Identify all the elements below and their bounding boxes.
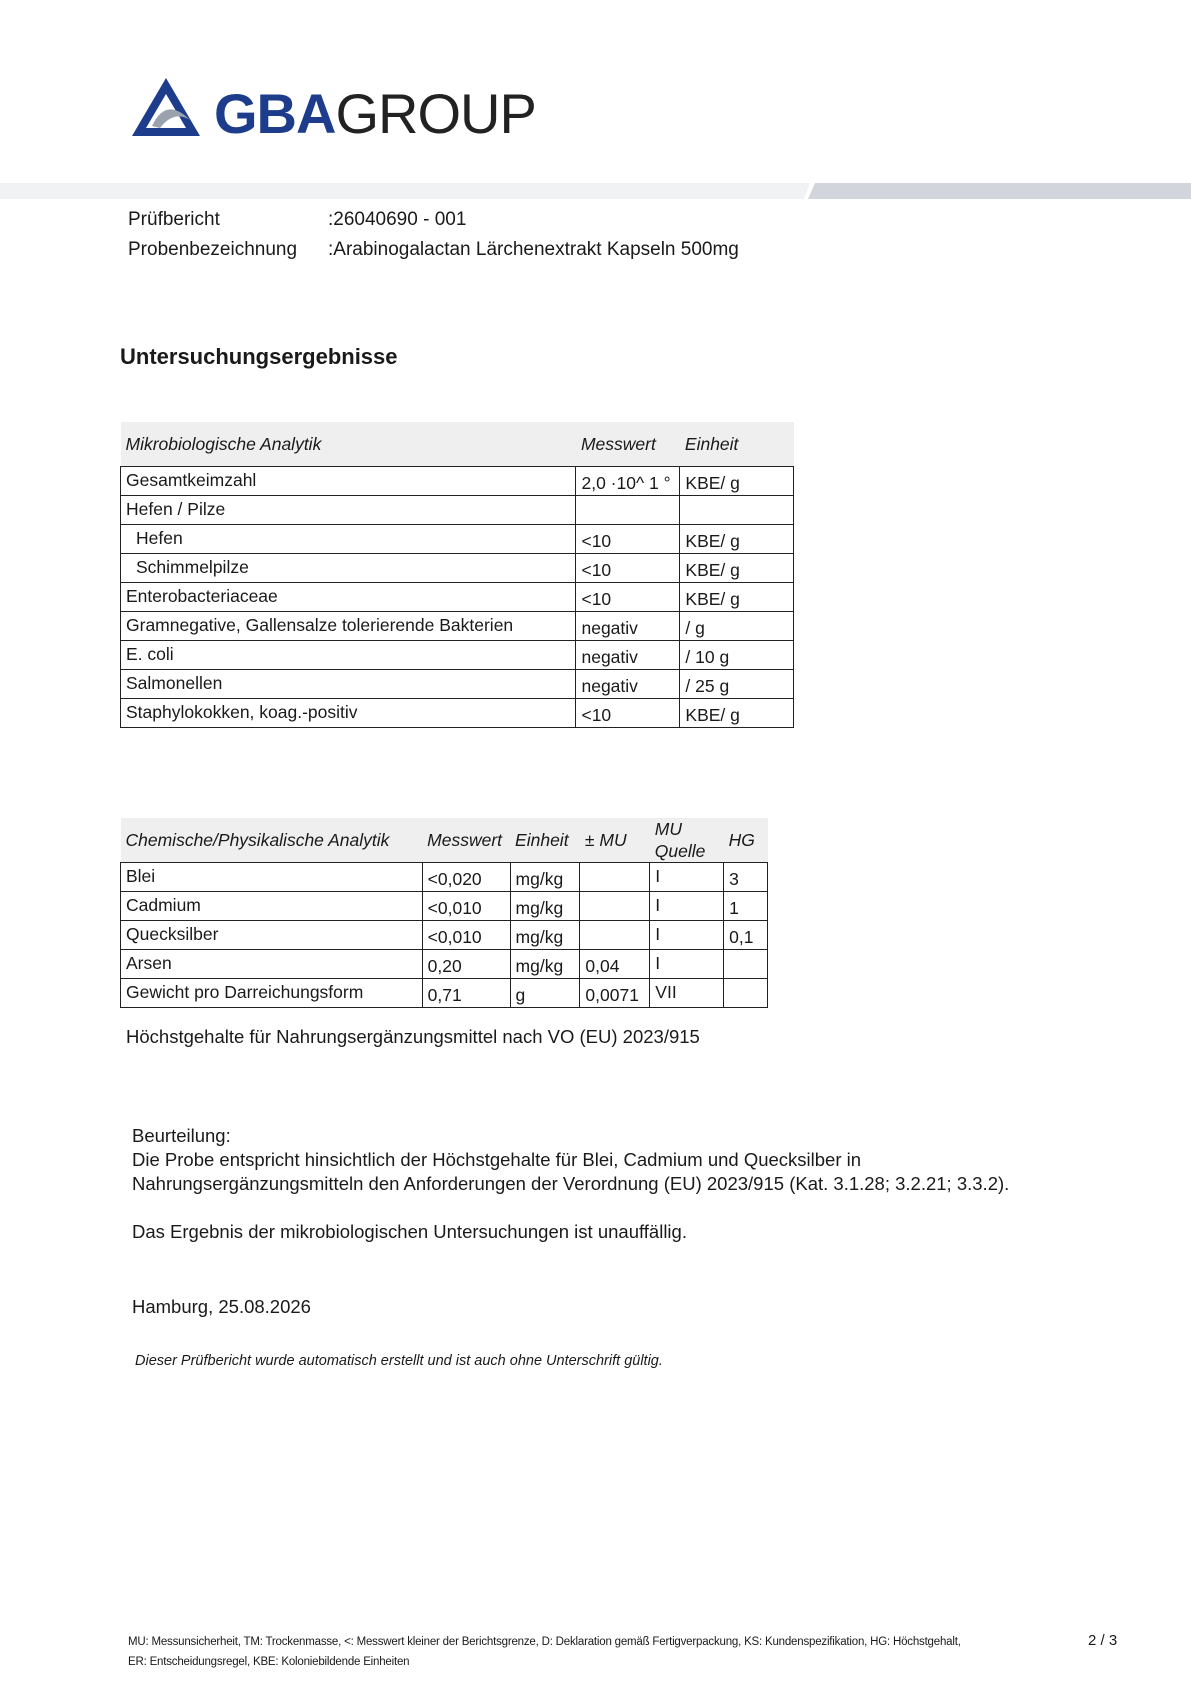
chem-value: 0,71 xyxy=(422,979,510,1008)
micro-unit xyxy=(680,496,794,525)
chem-unit: mg/kg xyxy=(510,921,580,950)
micro-unit: / 10 g xyxy=(680,641,794,670)
table-row xyxy=(121,979,768,1008)
chem-value: 0,20 xyxy=(422,950,510,979)
micro-table xyxy=(120,422,794,728)
chem-hg xyxy=(724,950,768,979)
auto-generated-note: Dieser Prüfbericht wurde automatisch erstellt und ist auch ohne Unterschrift gültig. xyxy=(135,1353,663,1369)
table-row xyxy=(121,612,794,641)
chem-value: <0,010 xyxy=(422,921,510,950)
micro-name: Gesamtkeimzahl xyxy=(121,467,576,496)
abbreviation-legend-line-1: MU: Messunsicherheit, TM: Trockenmasse, <: Messwert kleiner der Berichtsgrenze, D: Deklaration gemäß Fertigverpackung, KS: Kundenspezifikation, HG: Höchstgehalt, xyxy=(128,1636,961,1648)
table-row xyxy=(121,950,768,979)
chem-name: Blei xyxy=(121,863,423,892)
micro-value: negativ xyxy=(576,612,680,641)
micro-header-name: Mikrobiologische Analytik xyxy=(121,422,576,467)
micro-unit: KBE/ g xyxy=(680,525,794,554)
table-row xyxy=(121,892,768,921)
chem-mu-source: I xyxy=(650,950,724,979)
report-number-value: :26040690 - 001 xyxy=(328,209,467,230)
table-row xyxy=(121,554,794,583)
chem-unit: mg/kg xyxy=(510,863,580,892)
sample-name-value: :Arabinogalactan Lärchenextrakt Kapseln 500mg xyxy=(328,239,739,260)
micro-result-text: Das Ergebnis der mikrobiologischen Untersuchungen ist unauffällig. xyxy=(132,1221,687,1242)
chem-name: Gewicht pro Darreichungsform xyxy=(121,979,423,1008)
table-row xyxy=(121,921,768,950)
micro-unit: KBE/ g xyxy=(680,554,794,583)
table-row xyxy=(121,467,794,496)
chem-header-row xyxy=(121,818,768,863)
chem-mu-source: I xyxy=(650,921,724,950)
micro-unit: KBE/ g xyxy=(680,467,794,496)
chem-unit: g xyxy=(510,979,580,1008)
micro-value: 2,0 ·10^ 1 ° xyxy=(576,467,680,496)
sample-name-label: Probenbezeichnung xyxy=(128,239,298,260)
logo-brand-light: GROUP xyxy=(335,82,536,145)
chem-mu: 0,04 xyxy=(580,950,650,979)
table-row xyxy=(121,496,794,525)
chem-mu-source: I xyxy=(650,892,724,921)
chem-mu xyxy=(580,921,650,950)
assessment-line-2: Nahrungsergänzungsmitteln den Anforderungen der Verordnung (EU) 2023/915 (Kat. 3.1.28; 3.2.21; 3.3.2). xyxy=(132,1173,1010,1194)
chem-unit: mg/kg xyxy=(510,950,580,979)
micro-unit: KBE/ g xyxy=(680,583,794,612)
chem-hg xyxy=(724,979,768,1008)
assessment-line-1: Die Probe entspricht hinsichtlich der Höchstgehalte für Blei, Cadmium und Quecksilber in xyxy=(132,1149,862,1170)
chem-header-value: Messwert xyxy=(422,818,510,863)
micro-unit: / 25 g xyxy=(680,670,794,699)
header-band xyxy=(0,183,1191,199)
chem-value: <0,020 xyxy=(422,863,510,892)
chem-mu-source: I xyxy=(650,863,724,892)
table-row xyxy=(121,699,794,728)
chem-header-unit: Einheit xyxy=(510,818,580,863)
chem-value: <0,010 xyxy=(422,892,510,921)
table-row xyxy=(121,670,794,699)
chem-hg: 1 xyxy=(724,892,768,921)
micro-value: <10 xyxy=(576,699,680,728)
micro-value: negativ xyxy=(576,641,680,670)
micro-name: Hefen xyxy=(121,525,576,554)
logo-brand-bold: GBA xyxy=(214,82,336,145)
table-row xyxy=(121,525,794,554)
table-row xyxy=(121,863,768,892)
micro-name: E. coli xyxy=(121,641,576,670)
chem-mu: 0,0071 xyxy=(580,979,650,1008)
gba-triangle-logo-icon xyxy=(130,76,210,140)
chem-name: Arsen xyxy=(121,950,423,979)
chem-name: Cadmium xyxy=(121,892,423,921)
chem-hg: 0,1 xyxy=(724,921,768,950)
micro-header-value: Messwert xyxy=(576,422,680,467)
micro-name: Gramnegative, Gallensalze tolerierende Bakterien xyxy=(121,612,576,641)
abbreviation-legend-line-2: ER: Entscheidungsregel, KBE: Koloniebildende Einheiten xyxy=(128,1656,410,1668)
chem-header-mu: ± MU xyxy=(580,818,650,863)
micro-unit: KBE/ g xyxy=(680,699,794,728)
chem-header-hg: HG xyxy=(724,818,768,863)
chem-mu xyxy=(580,863,650,892)
micro-name: Hefen / Pilze xyxy=(121,496,576,525)
chem-header-mu-source: MU Quelle xyxy=(650,818,724,863)
micro-value: negativ xyxy=(576,670,680,699)
micro-value: <10 xyxy=(576,525,680,554)
logo-wordmark xyxy=(214,82,536,146)
micro-unit: / g xyxy=(680,612,794,641)
report-number-label: Prüfbericht xyxy=(128,209,220,230)
micro-header-unit: Einheit xyxy=(680,422,794,467)
section-title: Untersuchungsergebnisse xyxy=(120,344,398,369)
max-levels-note: Höchstgehalte für Nahrungsergänzungsmittel nach VO (EU) 2023/915 xyxy=(126,1026,700,1047)
micro-name: Schimmelpilze xyxy=(121,554,576,583)
chem-name: Quecksilber xyxy=(121,921,423,950)
chem-hg: 3 xyxy=(724,863,768,892)
chem-header-name: Chemische/Physikalische Analytik xyxy=(121,818,423,863)
micro-header-row xyxy=(121,422,794,467)
table-row xyxy=(121,583,794,612)
micro-value: <10 xyxy=(576,583,680,612)
micro-value: <10 xyxy=(576,554,680,583)
assessment-heading: Beurteilung: xyxy=(132,1125,231,1146)
micro-name: Salmonellen xyxy=(121,670,576,699)
chem-mu-source: VII xyxy=(650,979,724,1008)
micro-name: Enterobacteriaceae xyxy=(121,583,576,612)
chem-mu xyxy=(580,892,650,921)
chem-table xyxy=(120,818,768,1008)
micro-value xyxy=(576,496,680,525)
place-date: Hamburg, 25.08.2026 xyxy=(132,1296,311,1317)
page-number: 2 / 3 xyxy=(1088,1632,1118,1649)
micro-name: Staphylokokken, koag.-positiv xyxy=(121,699,576,728)
table-row xyxy=(121,641,794,670)
chem-unit: mg/kg xyxy=(510,892,580,921)
